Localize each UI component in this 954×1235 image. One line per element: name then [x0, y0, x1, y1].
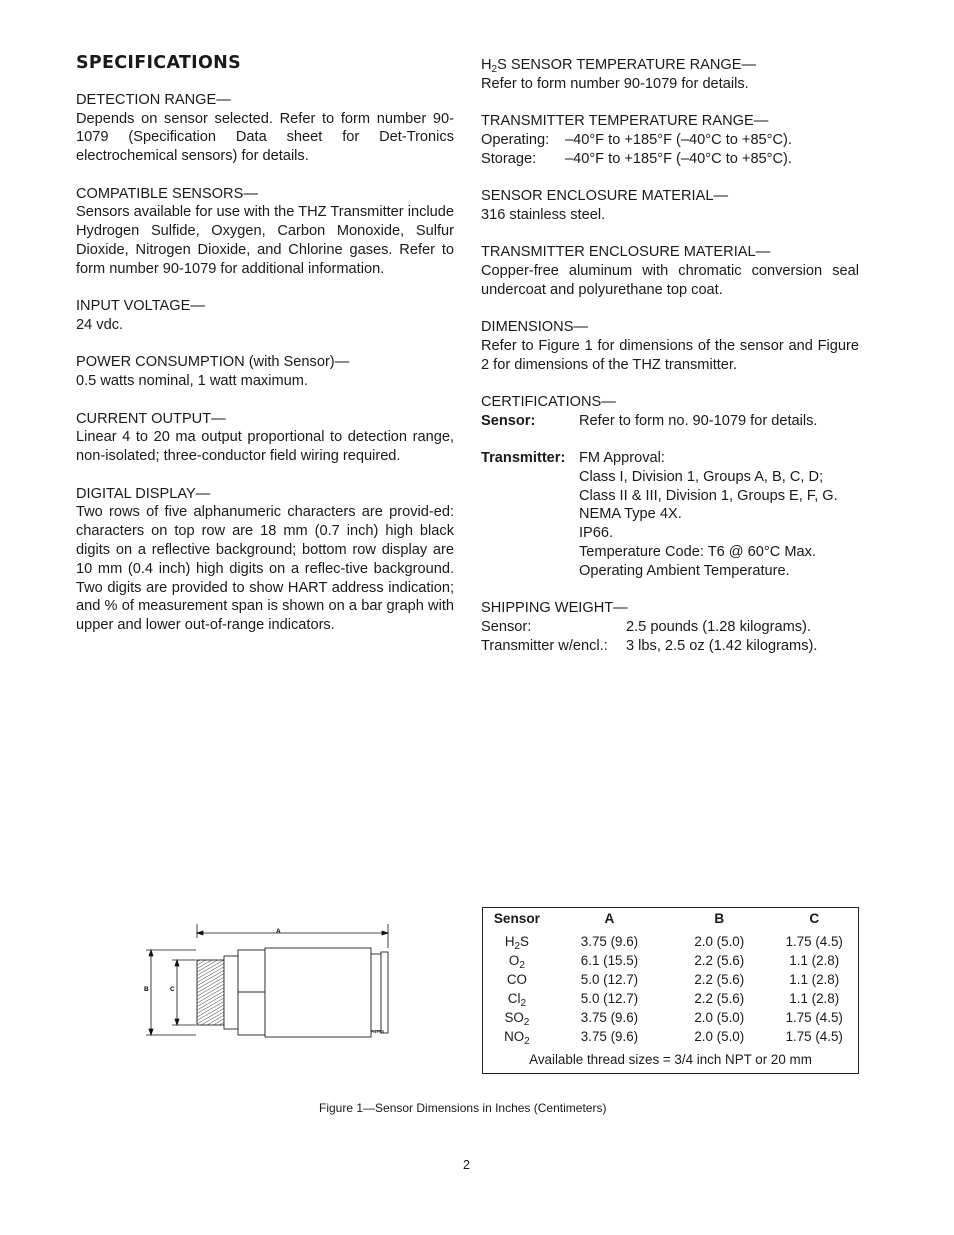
h2s-heading-pre: H [481, 57, 492, 73]
current-output-section [76, 410, 454, 466]
figure-caption: Figure 1—Sensor Dimensions in Inches (Centimeters) [319, 1101, 607, 1115]
transmitter-cert-label: Transmitter: [481, 449, 566, 466]
b-cell: 2.2 (5.6) [694, 972, 745, 987]
sensor-formula: H [504, 934, 515, 949]
drawing-reference-number: A1708 [371, 1029, 385, 1034]
transmitter-cert-line: Operating Ambient Temperature. [579, 562, 790, 579]
h2s-temperature-section [481, 56, 859, 94]
transmitter-weight-value: 3 lbs, 2.5 oz (1.42 kilograms). [626, 637, 818, 654]
sensor-formula-tail: S [520, 934, 529, 949]
sensor-cell [483, 1008, 551, 1027]
transmitter-cert-line: Temperature Code: T6 @ 60°C Max. [579, 543, 816, 560]
dimension-c-label: C [170, 986, 175, 993]
compatible-sensors-body: Sensors available for use with the THZ Transmitter include Hydrogen Sulfide, Oxygen, Carbon Monoxide, Sulfur Dioxide, Nitrogen Dioxide, and Chlorine gases. Refer to form number 90-1079 for additional information. [76, 204, 454, 277]
dimension-a-label: A [276, 928, 281, 935]
c-cell: 1.1 (2.8) [789, 972, 840, 987]
sensor-cell [483, 970, 551, 989]
col-header-sensor: Sensor [493, 911, 540, 926]
a-cell: 5.0 (12.7) [580, 972, 639, 987]
storage-temperature-row [481, 150, 859, 169]
detection-range-heading: DETECTION RANGE— [76, 91, 231, 108]
sensor-subscript: 2 [524, 1036, 530, 1047]
b-cell: 2.0 (5.0) [694, 934, 745, 949]
b-cell: 2.2 (5.6) [694, 953, 745, 968]
power-consumption-body: 0.5 watts nominal, 1 watt maximum. [76, 373, 308, 390]
b-cell: 2.0 (5.0) [694, 1029, 745, 1044]
sensor-cert-value: Refer to form no. 90-1079 for details. [579, 413, 818, 430]
sensor-enclosure-heading: SENSOR ENCLOSURE MATERIAL— [481, 188, 729, 205]
sensor-cert-row [481, 412, 859, 431]
col-header-c: C [809, 911, 820, 926]
sensor-dimensions-table [483, 910, 858, 1046]
c-cell: 1.1 (2.8) [789, 953, 840, 968]
page-number: 2 [463, 1158, 470, 1172]
h2s-temperature-heading [481, 56, 859, 75]
transmitter-enclosure-body: Copper-free aluminum with chromatic conversion seal undercoat and polyurethane top coat. [481, 263, 859, 298]
table-row [483, 932, 858, 951]
shipping-weight-heading: SHIPPING WEIGHT— [481, 600, 628, 617]
sensor-enclosure-body: 316 stainless steel. [481, 206, 606, 223]
dimensions-body: Refer to Figure 1 for dimensions of the sensor and Figure 2 for dimensions of the THZ transmitter. [481, 338, 859, 373]
sensor-weight-row [481, 618, 859, 637]
sensor-formula: NO [504, 1029, 525, 1044]
sensor-formula: CO [506, 972, 527, 987]
b-cell: 2.2 (5.6) [694, 991, 745, 1006]
certifications-heading: CERTIFICATIONS— [481, 394, 616, 411]
detection-range-body: Depends on sensor selected. Refer to form number 90-1079 (Specification Data sheet for Det-Tronics electrochemical sensors) for details. [76, 110, 454, 165]
transmitter-weight-label: Transmitter w/encl.: [481, 637, 608, 654]
sensor-formula: Cl [507, 991, 521, 1006]
transmitter-temperature-section [481, 112, 859, 168]
a-cell: 6.1 (15.5) [580, 953, 639, 968]
dimension-a-line [197, 924, 388, 948]
transmitter-cert-line: NEMA Type 4X. [579, 506, 682, 523]
detection-range-section [76, 91, 454, 166]
dimension-b-label: B [144, 986, 149, 993]
sensor-subscript: 2 [523, 1017, 530, 1028]
page-title: SPECIFICATIONS [76, 53, 242, 73]
sensor-formula: O [508, 953, 520, 968]
a-cell: 3.75 (9.6) [580, 934, 639, 949]
a-cell: 5.0 (12.7) [580, 991, 639, 1006]
sensor-cell [483, 1027, 551, 1046]
operating-label: Operating: [481, 131, 550, 148]
a-cell: 3.75 (9.6) [580, 1010, 639, 1025]
table-row [483, 1008, 858, 1027]
sensor-subscript: 2 [514, 941, 521, 952]
input-voltage-body: 24 vdc. [76, 316, 124, 333]
a-cell: 3.75 (9.6) [580, 1029, 639, 1044]
c-cell: 1.75 (4.5) [785, 1010, 843, 1025]
right-column [481, 52, 859, 674]
transmitter-weight-row [481, 637, 859, 656]
operating-temperature-row [481, 131, 859, 150]
transmitter-enclosure-heading: TRANSMITTER ENCLOSURE MATERIAL— [481, 244, 771, 261]
transmitter-cert-lines [579, 468, 859, 581]
transmitter-cert-line: IP66. [579, 525, 614, 542]
dimensions-section [481, 318, 859, 374]
b-cell: 2.0 (5.0) [694, 1010, 745, 1025]
input-voltage-heading: INPUT VOLTAGE— [76, 298, 205, 315]
sensor-weight-value: 2.5 pounds (1.28 kilograms). [626, 618, 811, 635]
table-row [483, 970, 858, 989]
sensor-subscript: 2 [520, 998, 527, 1009]
sensor-cell [483, 989, 551, 1008]
digital-display-body: Two rows of five alphanumeric characters are provid-ed: characters on top row are 18 mm (0.7 inch) high black digits on a reflective background; bottom row display are 10 mm (0.4 inch) high digits on a reflec-tive background. Two digits are provided to show HART address indication; and % of measurement span is shown on a bar graph with upper and lower out-of-range indicators. [76, 504, 454, 634]
operating-value: –40°F to +185°F (–40°C to +85°C). [565, 131, 792, 148]
transmitter-enclosure-section [481, 243, 859, 299]
sensor-enclosure-section [481, 187, 859, 225]
storage-value: –40°F to +185°F (–40°C to +85°C). [565, 150, 792, 167]
left-column [76, 52, 454, 653]
table-row [483, 1027, 858, 1046]
power-consumption-heading: POWER CONSUMPTION (with Sensor)— [76, 354, 350, 371]
transmitter-cert-first: FM Approval: [579, 449, 665, 466]
sensor-cell [483, 932, 551, 951]
sensor-cell [483, 951, 551, 970]
table-row [483, 951, 858, 970]
sensor-dimensions-table-box [482, 907, 859, 1074]
col-header-a: A [604, 911, 615, 926]
sensor-dimension-drawing [140, 918, 390, 1043]
sensor-cert-label: Sensor: [481, 413, 536, 430]
sensor-weight-label: Sensor: [481, 618, 532, 635]
storage-label: Storage: [481, 150, 537, 167]
digital-display-heading: DIGITAL DISPLAY— [76, 485, 211, 502]
current-output-body: Linear 4 to 20 ma output proportional to detection range, non-isolated; three-conductor field wiring required. [76, 429, 454, 465]
thread-size-note: Available thread sizes = 3/4 inch NPT or 20 mm [529, 1052, 812, 1067]
col-header-b: B [714, 911, 725, 926]
h2s-temperature-body: Refer to form number 90-1079 for details. [481, 75, 749, 92]
transmitter-cert-line: Class I, Division 1, Groups A, B, C, D; [579, 468, 824, 485]
dimension-c-line [172, 960, 196, 1025]
transmitter-cert-line: Class II & III, Division 1, Groups E, F, G. [579, 487, 838, 504]
sensor-subscript: 2 [519, 960, 525, 971]
h2s-heading-post: S SENSOR TEMPERATURE RANGE— [497, 57, 757, 73]
digital-display-section [76, 485, 454, 635]
transmitter-temperature-heading: TRANSMITTER TEMPERATURE RANGE— [481, 113, 769, 130]
certifications-section [481, 393, 859, 580]
shipping-weight-section [481, 599, 859, 655]
transmitter-cert-row [481, 449, 859, 468]
input-voltage-section [76, 297, 454, 335]
c-cell: 1.1 (2.8) [789, 991, 840, 1006]
table-header-row [483, 910, 858, 932]
sensor-body [197, 948, 388, 1037]
dimensions-heading: DIMENSIONS— [481, 319, 589, 336]
current-output-heading: CURRENT OUTPUT— [76, 410, 226, 427]
c-cell: 1.75 (4.5) [785, 934, 843, 949]
compatible-sensors-section [76, 185, 454, 279]
c-cell: 1.75 (4.5) [785, 1029, 843, 1044]
compatible-sensors-heading: COMPATIBLE SENSORS— [76, 185, 258, 202]
sensor-formula: SO [504, 1010, 524, 1025]
table-row [483, 989, 858, 1008]
h2s-heading-sub: 2 [491, 64, 498, 75]
power-consumption-section [76, 353, 454, 391]
